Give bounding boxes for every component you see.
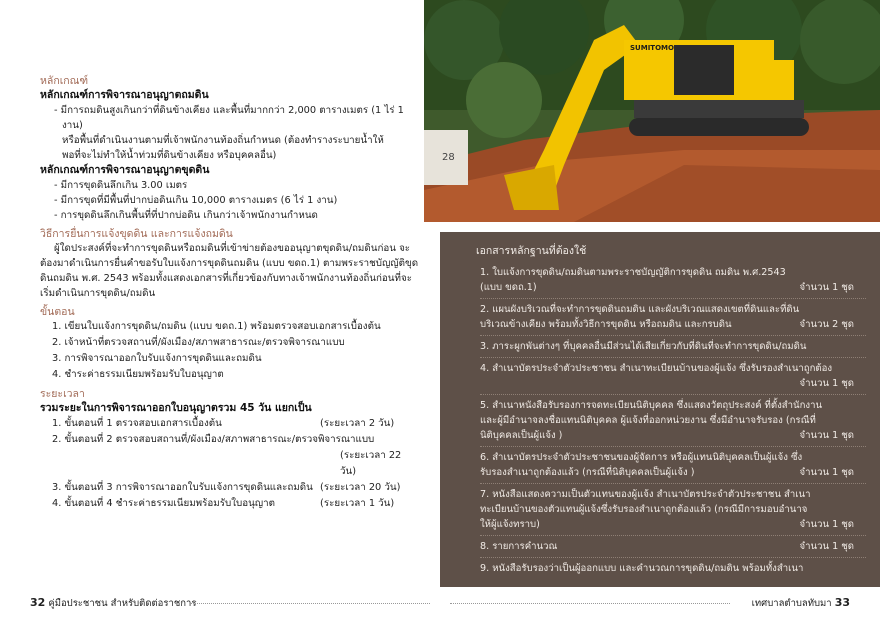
doc-item-count: จำนวน 1 ชุด bbox=[799, 519, 854, 530]
left-content bbox=[40, 70, 420, 512]
dig-criteria-item: - การขุดดินลึกเกินพื้นที่ที่ปากบ่อดิน เกินกว่าเจ้าพนักงานกำหนด bbox=[54, 210, 318, 221]
doc-item-text: (แบบ ขดถ.1) bbox=[480, 282, 537, 293]
doc-item: 3. ภาระผูกพันต่างๆ ที่บุคคลอื่นมีส่วนได้เสียเกี่ยวกับที่ดินที่จะทำการขุดดิน/ถมดิน bbox=[480, 341, 807, 352]
method-paragraph: ดินถมดิน พ.ศ. 2543 พร้อมทั้งแสดงเอกสารที่เกี่ยวข้องกับทางเจ้าพนักงานท้องถิ่นก่อนที่จะ bbox=[40, 273, 412, 284]
documents-title: เอกสารหลักฐานที่ต้องใช้ bbox=[476, 245, 587, 257]
doc-divider bbox=[480, 557, 866, 558]
step-item: 3. การพิจารณาออกใบรับแจ้งการขุดดินและถมดิน bbox=[52, 353, 262, 364]
doc-divider bbox=[480, 394, 866, 395]
excavator-illustration bbox=[424, 0, 880, 222]
duration-label: 1. ขั้นตอนที่ 1 ตรวจสอบเอกสารเบื้องต้น bbox=[52, 418, 222, 429]
doc-item-text: ให้ผู้แจ้งทราบ) bbox=[480, 519, 540, 530]
criteria-heading: หลักเกณฑ์ bbox=[40, 75, 89, 87]
doc-item-count: จำนวน 1 ชุด bbox=[799, 430, 854, 441]
doc-item-count: จำนวน 2 ชุด bbox=[799, 319, 854, 330]
method-heading: วิธีการยื่นการแจ้งขุดดิน และการแจ้งถมดิน bbox=[40, 228, 233, 240]
right-footer-text: เทศบาลตำบลทับมา bbox=[751, 598, 832, 609]
method-paragraph: ต้องมาดำเนินการยื่นคำขอรับใบแจ้งการขุดดินถมดิน (แบบ ขดถ.1) ตามพระราชบัญญัติขุด bbox=[40, 258, 419, 269]
excavator-photo bbox=[424, 0, 880, 222]
doc-item-text: รับรองสำเนาถูกต้องแล้ว (กรณีที่นิติบุคคลเป็นผู้แจ้ง ) bbox=[480, 467, 695, 478]
duration-value: (ระยะเวลา 22 วัน) bbox=[340, 450, 402, 477]
doc-divider bbox=[480, 335, 866, 336]
doc-item-count: จำนวน 1 ชุด bbox=[799, 378, 854, 389]
step-item: 2. เจ้าหน้าที่ตรวจสถานที่/ผังเมือง/สภาพสาธารณะ/ตรวจพิจารณาแบบ bbox=[52, 337, 345, 348]
duration-row bbox=[40, 496, 420, 512]
doc-item-row bbox=[480, 465, 866, 480]
doc-item: 6. สำเนาบัตรประจำตัวประชาชนของผู้จัดการ หรือผู้แทนนิติบุคคลเป็นผู้แจ้ง ซึ่ง bbox=[480, 452, 803, 463]
step-item: 4. ชำระค่าธรรมเนียมพร้อมรับใบอนุญาต bbox=[52, 369, 224, 380]
doc-item: 7. หนังสือแสดงความเป็นตัวแทนของผู้แจ้ง สำเนาบัตรประจำตัวประชาชน สำเนา bbox=[480, 489, 811, 500]
doc-item-row bbox=[480, 428, 866, 443]
right-page-number: 33 bbox=[834, 596, 850, 609]
right-footer-dots bbox=[450, 603, 730, 604]
dig-criteria-item: - มีการขุดดินลึกเกิน 3.00 เมตร bbox=[54, 180, 188, 191]
doc-item-row bbox=[480, 317, 866, 332]
doc-divider bbox=[480, 446, 866, 447]
duration-value: (ระยะเวลา 20 วัน) bbox=[320, 482, 401, 493]
left-footer-dots bbox=[190, 603, 430, 604]
duration-label: 4. ขั้นตอนที่ 4 ชำระค่าธรรมเนียมพร้อมรับใบอนุญาต bbox=[52, 498, 275, 509]
doc-item-count: จำนวน 1 ชุด bbox=[799, 541, 854, 552]
doc-item-text: บริเวณข้างเคียง พร้อมทั้งวิธีการขุดดิน หรือถมดิน และกรบดิน bbox=[480, 319, 732, 330]
doc-item-row bbox=[480, 280, 866, 295]
duration-label: 3. ขั้นตอนที่ 3 การพิจารณาออกใบรับแจ้งการขุดดินและถมดิน bbox=[52, 482, 313, 493]
duration-label: 2. ขั้นตอนที่ 2 ตรวจสอบสถานที่/ผังเมือง/สภาพสาธารณะ/ตรวจพิจารณาแบบ bbox=[52, 434, 375, 445]
steps-heading: ขั้นตอน bbox=[40, 306, 75, 318]
doc-item-count: จำนวน 1 ชุด bbox=[799, 467, 854, 478]
doc-item: 5. สำเนาหนังสือรับรองการจดทะเบียนนิติบุคคล ซึ่งแสดงวัตถุประสงค์ ที่ตั้งสำนักงาน bbox=[480, 400, 823, 411]
left-footer-text: คู่มือประชาชน สำหรับติดต่อราชการ bbox=[48, 598, 197, 609]
doc-item: 4. สำเนาบัตรประจำตัวประชาชน สำเนาทะเบียนบ้านของผู้แจ้ง ซึ่งรับรองสำเนาถูกต้อง bbox=[480, 363, 833, 374]
duration-value: (ระยะเวลา 1 วัน) bbox=[320, 498, 395, 509]
fill-criteria-item-cont2: พอที่จะไม่ทำให้น้ำท่วมที่ดินข้างเคียง หรือบุคคลอื่น) bbox=[62, 150, 277, 161]
doc-item-count: จำนวน 1 ชุด bbox=[799, 282, 854, 293]
photo-brand: SUMITOMO bbox=[630, 44, 674, 52]
doc-item-row bbox=[480, 517, 866, 532]
doc-item: 2. แผนผังบริเวณที่จะทำการขุดดินถมดิน และผังบริเวณแสดงเขตที่ดินและที่ดิน bbox=[480, 304, 800, 315]
duration-row bbox=[40, 480, 420, 496]
doc-divider bbox=[480, 357, 866, 358]
duration-heading: ระยะเวลา bbox=[40, 388, 85, 400]
dig-criteria-heading: หลักเกณฑ์การพิจารณาอนุญาตขุดดิน bbox=[40, 164, 210, 176]
doc-item-row bbox=[480, 539, 866, 554]
doc-item: และผู้มีอำนาจลงชื่อแทนนิติบุคคล ผู้แจ้งที่ออกหน่วยงาน ซึ่งมีอำนาจรับรอง (กรณีที่ bbox=[480, 415, 816, 426]
method-paragraph: เริ่มดำเนินการขุดดิน/ถมดิน bbox=[40, 288, 156, 299]
doc-item-text: นิติบุคคลเป็นผู้แจ้ง ) bbox=[480, 430, 563, 441]
duration-row bbox=[40, 416, 420, 432]
doc-item-text: 8. รายการคำนวณ bbox=[480, 541, 558, 552]
doc-item: 9. หนังสือรับรองว่าเป็นผู้ออกแบบ และคำนวณการขุดดิน/ถมดิน พร้อมทั้งสำเนา bbox=[480, 563, 804, 574]
method-paragraph: ผู้ใดประสงค์ที่จะทำการขุดดินหรือถมดินที่เข้าข่ายต้องขออนุญาตขุดดิน/ถมดินก่อน จะ bbox=[54, 243, 411, 254]
fill-criteria-item: - มีการถมดินสูงเกินกว่าที่ดินข้างเคียง และพื้นที่มากกว่า 2,000 ตารางเมตร (1 ไร่ 1 งาน) bbox=[54, 105, 404, 131]
doc-divider bbox=[480, 298, 866, 299]
doc-divider bbox=[480, 535, 866, 536]
right-footer bbox=[752, 596, 850, 611]
duration-value: (ระยะเวลา 2 วัน) bbox=[320, 418, 395, 429]
doc-item: 1. ใบแจ้งการขุดดิน/ถมดินตามพระราชบัญญัติการขุดดิน ถมดิน พ.ศ.2543 bbox=[480, 267, 786, 278]
left-page-number: 32 bbox=[30, 596, 46, 609]
photo-sign: 28 bbox=[442, 152, 455, 163]
documents-box bbox=[440, 232, 880, 587]
duration-total: รวมระยะในการพิจารณาออกใบอนุญาตรวม 45 วัน แยกเป็น bbox=[40, 402, 312, 414]
duration-row bbox=[40, 432, 420, 448]
step-item: 1. เขียนใบแจ้งการขุดดิน/ถมดิน (แบบ ขดถ.1) พร้อมตรวจสอบเอกสารเบื้องต้น bbox=[52, 321, 381, 332]
fill-criteria-heading: หลักเกณฑ์การพิจารณาอนุญาตถมดิน bbox=[40, 89, 209, 101]
doc-item: ทะเบียนบ้านของตัวแทนผู้แจ้งซึ่งรับรองสำเนาถูกต้องแล้ว (กรณีมีการมอบอำนาจ bbox=[480, 504, 808, 515]
fill-criteria-item-cont: หรือพื้นที่ดำเนินงานตามที่เจ้าพนักงานท้องถิ่นกำหนด (ต้องทำรางระบายน้ำให้ bbox=[62, 135, 384, 146]
left-footer bbox=[30, 596, 196, 611]
dig-criteria-item: - มีการขุดที่มีพื้นที่ปากบ่อดินเกิน 10,000 ตารางเมตร (6 ไร่ 1 งาน) bbox=[54, 195, 338, 206]
doc-divider bbox=[480, 483, 866, 484]
